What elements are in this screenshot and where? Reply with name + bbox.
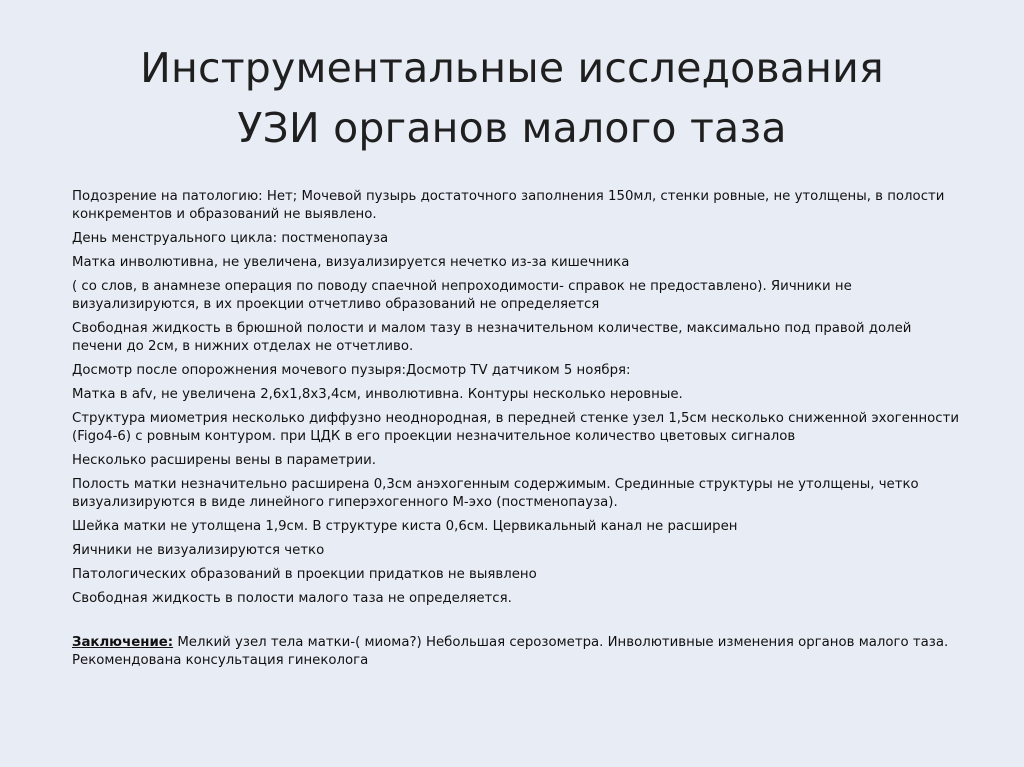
slide-title-line-2: УЗИ органов малого таза (237, 104, 787, 152)
report-paragraph: Досмотр после опорожнения мочевого пузыря:Досмотр TV датчиком 5 ноября: (72, 363, 631, 378)
conclusion-text: Мелкий узел тела матки-( миома?) Небольшая серозометра. Инволютивные изменения органов малого таза. Рекомендована консультация гинеколога (72, 635, 949, 668)
report-body (72, 188, 964, 676)
report-paragraph: Матка инволютивна, не увеличена, визуализируется нечетко из-за кишечника (72, 255, 630, 270)
report-paragraph: Яичники не визуализируются четко (72, 543, 325, 558)
report-paragraph: Структура миометрия несколько диффузно неоднородная, в передней стенке узел 1,5см несколько сниженной эхогенности (Figo4-6) с ровным контуром. при ЦДК в его проекции незначительное количество цветовых сигналов (72, 411, 960, 444)
report-paragraph: Шейка матки не утолщена 1,9см. В структуре киста 0,6см. Цервикальный канал не расширен (72, 519, 738, 534)
conclusion-label: Заключение: (72, 635, 174, 650)
slide-title-line-1: Инструментальные исследования (140, 44, 884, 92)
report-paragraph: Полость матки незначительно расширена 0,3см анэхогенным содержимым. Срединные структуры не утолщены, четко визуализируются в виде линейного гиперэхогенного М-эхо (постменопауза). (72, 477, 919, 510)
report-paragraph: Матка в afv, не увеличена 2,6х1,8х3,4см, инволютивна. Контуры несколько неровные. (72, 387, 683, 402)
report-paragraph: ( со слов, в анамнезе операция по поводу спаечной непроходимости- справок не предоставлено). Яичники не визуализируются, в их проекции отчетливо образований не определяется (72, 279, 852, 312)
slide-title (40, 38, 984, 158)
conclusion (72, 634, 964, 670)
report-paragraph: Несколько расширены вены в параметрии. (72, 453, 376, 468)
report-paragraph: Подозрение на патологию: Нет; Мочевой пузырь достаточного заполнения 150мл, стенки ровные, не утолщены, в полости конкрементов и образований не выявлено. (72, 189, 945, 222)
report-paragraph: День менструального цикла: постменопауза (72, 231, 389, 246)
report-paragraph: Патологических образований в проекции придатков не выявлено (72, 567, 537, 582)
report-paragraph: Свободная жидкость в полости малого таза не определяется. (72, 591, 512, 606)
report-paragraph: Свободная жидкость в брюшной полости и малом тазу в незначительном количестве, максимально под правой долей печени до 2см, в нижних отделах не отчетливо. (72, 321, 912, 354)
